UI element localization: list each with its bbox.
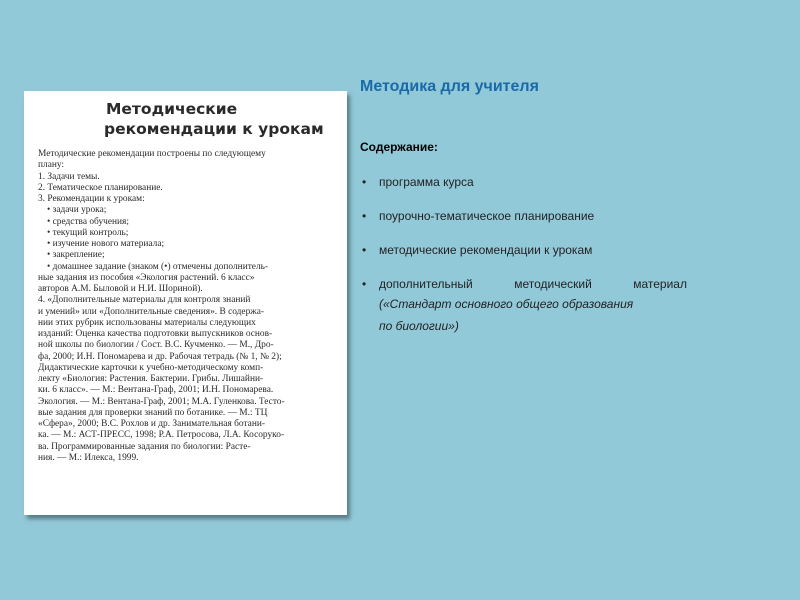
scanned-bullet-line: • текущий контроль;: [47, 227, 129, 238]
scanned-line: 2. Тематическое планирование.: [38, 182, 163, 193]
scanned-line: «Сфера», 2000; В.С. Рохлов и др. Занимательная ботани-: [38, 419, 265, 429]
scanned-page-body: [38, 149, 341, 464]
scanned-line: ки. 6 класс». — М.: Вентана-Граф, 2001; И.Н. Пономарева.: [38, 385, 274, 396]
list-item-word: дополнительный: [379, 277, 473, 291]
list-item-text: методические рекомендации к урокам: [379, 243, 593, 257]
scanned-bullet-line: • изучение нового материала;: [47, 239, 165, 249]
scanned-line: фа, 2000; И.Н. Пономарева и др. Рабочая тетрадь (№ 1, № 2);: [38, 351, 282, 362]
bullet-icon: •: [362, 243, 367, 257]
scanned-bullet-line: • задачи урока;: [47, 205, 107, 216]
scanned-title-line2: рекомендации к урокам: [104, 120, 324, 138]
scanned-line: Методические рекомендации построены по следующему: [38, 149, 266, 159]
list-item-note: («Стандарт основного общего образования: [379, 297, 634, 311]
scanned-line: изданий: Оценка качества подготовки выпускников основ-: [38, 329, 273, 339]
scanned-line: ной школы по биологии / Сост. В.С. Кучменко. — М., Дро-: [38, 340, 274, 351]
scanned-bullet-line: • закрепление;: [47, 250, 105, 261]
bullet-icon: •: [362, 209, 367, 223]
section-title: Содержание:: [360, 140, 438, 154]
scanned-line: ные задания из пособия «Экология растений. 6 класс»: [38, 272, 255, 283]
list-item-text: поурочно-тематическое планирование: [379, 209, 595, 223]
scanned-page-image: [24, 91, 347, 515]
scanned-bullet-line: • средства обучения;: [47, 216, 129, 227]
slide-title: Методика для учителя: [360, 78, 539, 95]
bullet-icon: •: [362, 175, 367, 189]
list-item-word: методический: [514, 277, 592, 291]
scanned-page-title: [106, 99, 324, 139]
scanned-line: 3. Рекомендации к урокам:: [38, 194, 145, 204]
scanned-line: ва. Программированные задания по биологии: Расте-: [38, 441, 251, 452]
list-item-text: программа курса: [379, 175, 474, 189]
scanned-line: нии этих рубрик использованы материалы следующих: [38, 317, 256, 328]
scanned-line: авторов А.М. Быловой и Н.И. Шориной).: [38, 284, 203, 294]
list-item-note: по биологии»): [379, 319, 459, 333]
scanned-line: вые задания для проверки знаний по ботанике. — М.: ТЦ: [38, 407, 268, 418]
list-item-justified-line: [379, 277, 687, 291]
scanned-line: Экология. — М.: Вентана-Граф, 2001; М.А. Гуленкова. Тесто-: [38, 396, 285, 407]
scanned-line: и умений» или «Дополнительные сведения». В содержа-: [38, 306, 265, 317]
list-item-word: материал: [633, 277, 687, 291]
scanned-line: ния. — М.: Илекса, 1999.: [38, 452, 139, 463]
scanned-line: лекту «Биология: Растения. Бактерии. Грибы. Лишайни-: [38, 374, 264, 384]
scanned-line: 1. Задачи темы.: [38, 171, 100, 182]
scanned-line: ка. — М.: АСТ-ПРЕСС, 1998; Р.А. Петросова, Л.А. Косоруко-: [38, 430, 285, 441]
list-item-text: [379, 277, 687, 337]
scanned-bullet-line: • домашнее задание (знаком (•) отмечены дополнитель-: [47, 261, 269, 272]
scanned-title-line1: Методические: [106, 100, 238, 118]
scanned-line: плану:: [38, 160, 65, 171]
bullet-icon: •: [362, 277, 367, 291]
scanned-line: Дидактические карточки к учебно-методическому комп-: [38, 362, 264, 373]
scanned-line: 4. «Дополнительные материалы для контроля знаний: [38, 295, 251, 306]
